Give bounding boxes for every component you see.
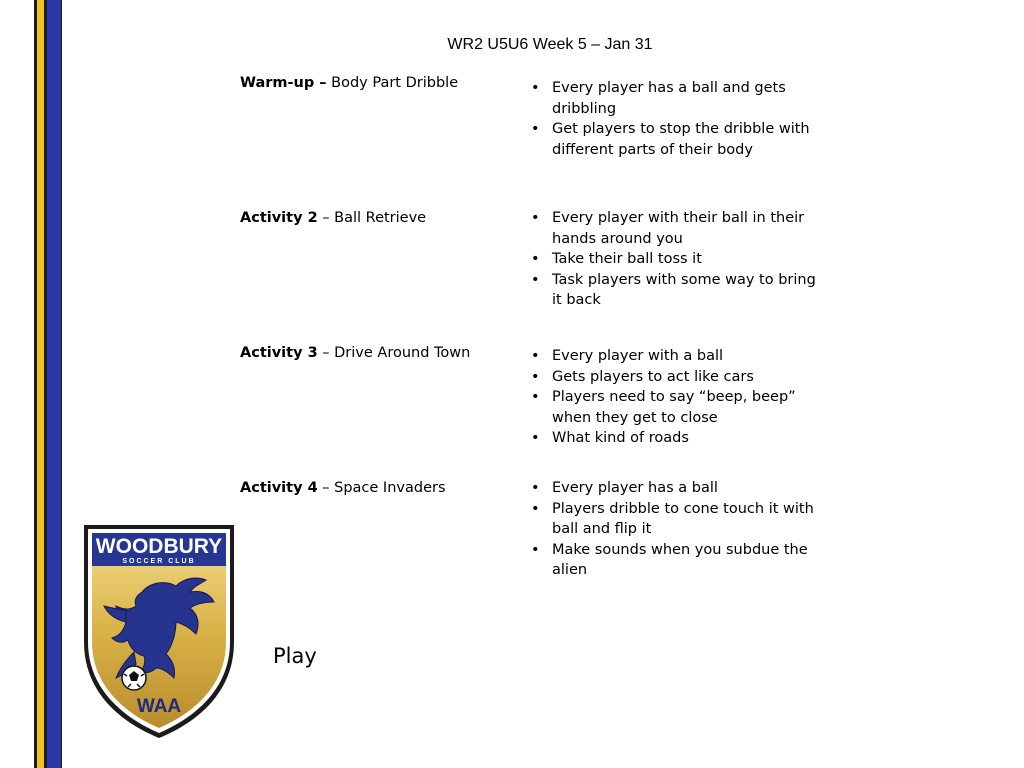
bullet-item: • Gets players to act like cars	[531, 367, 816, 388]
activity-bullets-2	[531, 208, 816, 311]
activity-detail: – Drive Around Town	[317, 345, 471, 361]
crest-subtitle-text: SOCCER CLUB	[122, 558, 196, 565]
activity-label-4	[240, 478, 520, 498]
bullet-item: • What kind of roads	[531, 428, 816, 449]
bullet-item: • Every player has a ball and gets dribbling	[531, 78, 816, 119]
activity-detail: Body Part Dribble	[326, 75, 459, 91]
bullet-item: • Every player has a ball	[531, 478, 816, 499]
play-label: Play	[273, 644, 317, 668]
activity-label-warm-up	[240, 73, 520, 93]
activity-name: Activity 3	[240, 345, 318, 361]
woodbury-soccer-club-crest-icon	[80, 522, 238, 740]
bullet-item: • Take their ball toss it	[531, 249, 816, 270]
activity-label-2	[240, 208, 520, 228]
crest-name-text: WOODBURY	[95, 535, 223, 558]
activity-name: Warm-up –	[240, 75, 327, 91]
bullet-item: • Players dribble to cone touch it with ball and flip it	[531, 499, 816, 540]
bullet-item: • Task players with some way to bring it back	[531, 270, 816, 311]
activity-bullets-warm-up	[531, 78, 816, 160]
slide-title: WR2 U5U6 Week 5 – Jan 31	[447, 36, 653, 53]
activity-detail: – Space Invaders	[317, 480, 446, 496]
activity-bullets-4	[531, 478, 816, 581]
bullet-item: • Get players to stop the dribble with different parts of their body	[531, 119, 816, 160]
bullet-item: • Every player with a ball	[531, 346, 816, 367]
side-stripes	[0, 0, 64, 768]
crest-initials-text: WAA	[136, 696, 182, 717]
bullet-item: • Make sounds when you subdue the alien	[531, 540, 816, 581]
activity-detail: – Ball Retrieve	[317, 210, 427, 226]
activity-label-3	[240, 343, 520, 363]
activity-name: Activity 4	[240, 480, 318, 496]
bullet-item: • Players need to say “beep, beep” when they get to close	[531, 387, 816, 428]
bullet-item: • Every player with their ball in their hands around you	[531, 208, 816, 249]
activity-name: Activity 2	[240, 210, 318, 226]
activity-bullets-3	[531, 346, 816, 449]
